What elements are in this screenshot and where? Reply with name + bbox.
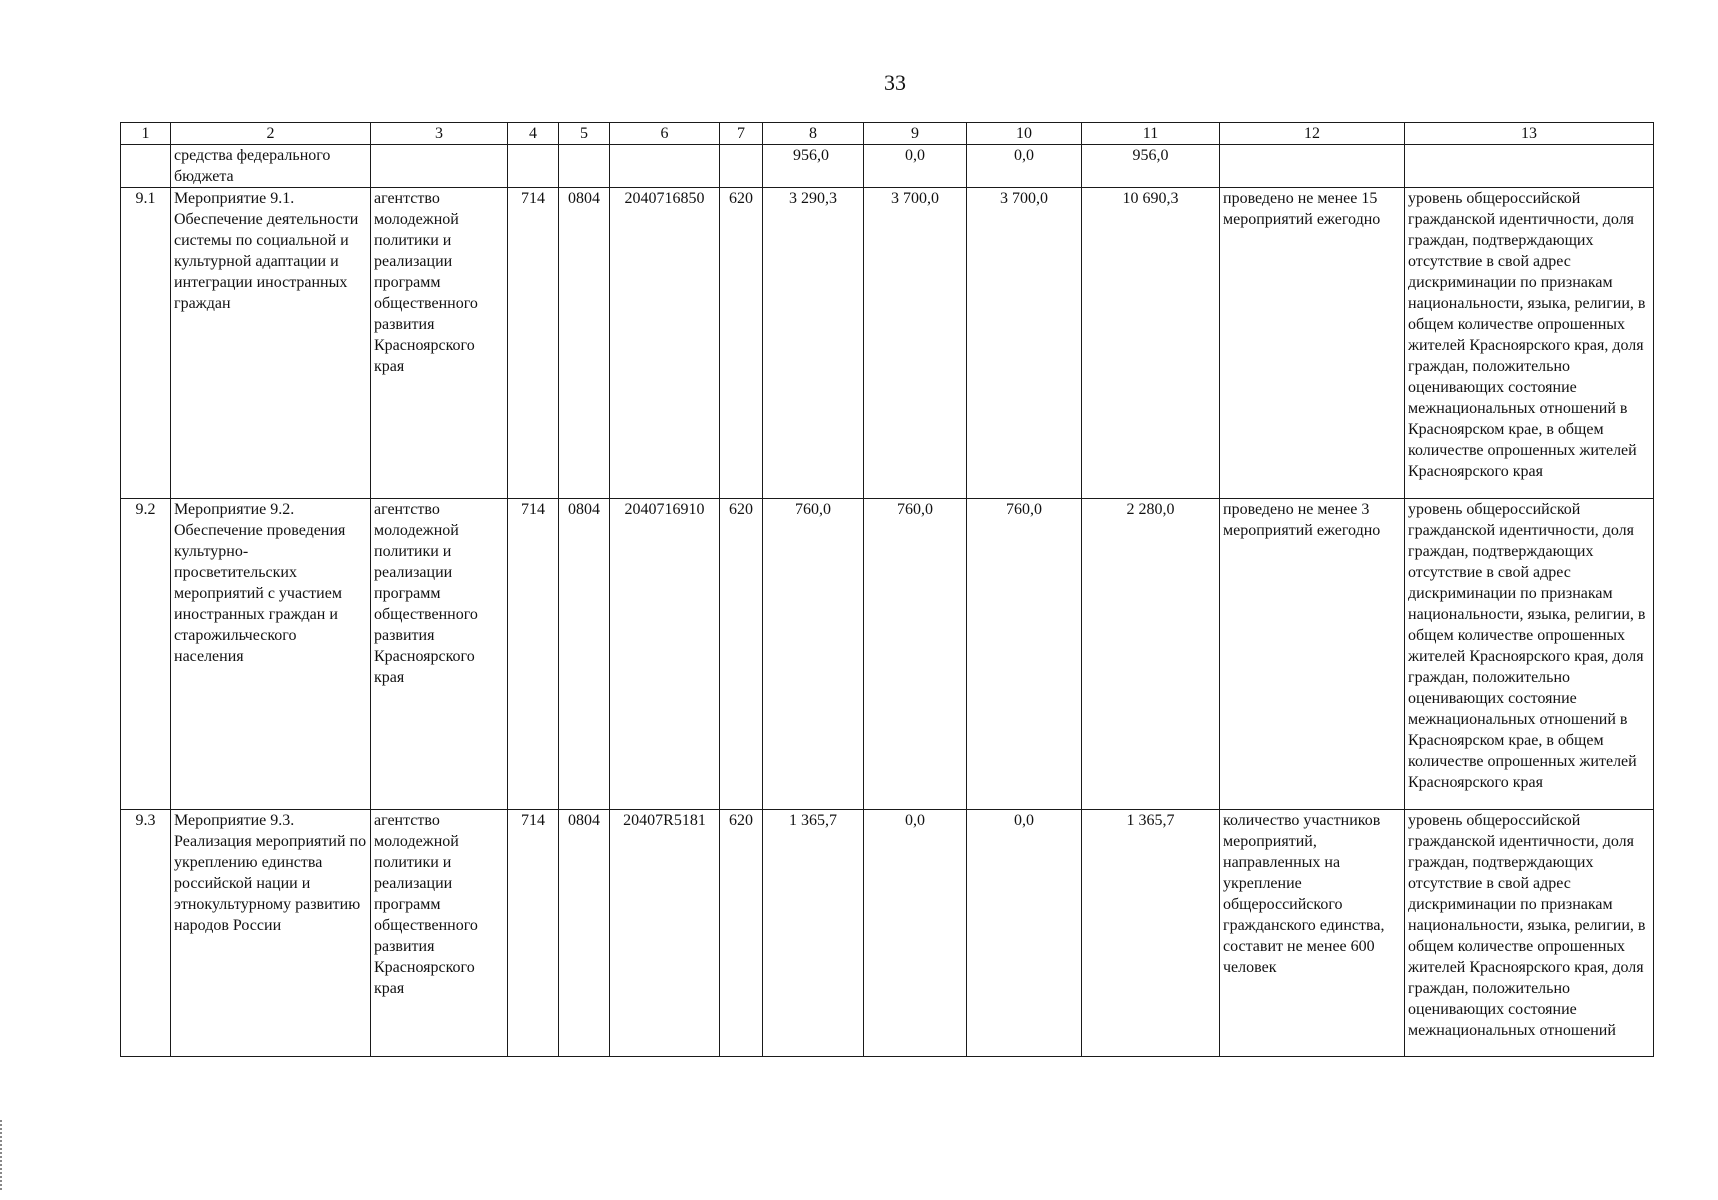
column-number-header-row — [121, 123, 1654, 145]
measure-name: Мероприятие 9.1. Обеспечение деятельности системы по социальной и культурной адаптации и интеграции иностранных граждан — [171, 188, 371, 499]
col8-value: 760,0 — [763, 499, 864, 810]
table-cell — [508, 145, 559, 188]
col5-code: 0804 — [559, 188, 610, 499]
col10-value: 3 700,0 — [967, 188, 1082, 499]
table-cell — [1405, 145, 1654, 188]
header-cell: 8 — [763, 123, 864, 145]
row-number: 9.2 — [121, 499, 171, 810]
col4-code: 714 — [508, 188, 559, 499]
col11-value: 1 365,7 — [1082, 810, 1220, 1057]
indicator: уровень общероссийской гражданской идентичности, доля граждан, подтверждающих отсутствие в свой адрес дискриминации по признакам национальности, языка, религии, в общем количестве опрошенных жителей Красноярского края, доля граждан, положительно оценивающих состояние межнациональных отношений — [1405, 810, 1654, 1057]
indicator: уровень общероссийской гражданской идентичности, доля граждан, подтверждающих отсутствие в свой адрес дискриминации по признакам национальности, языка, религии, в общем количестве опрошенных жителей Красноярского края, доля граждан, положительно оценивающих состояние межнациональных отношений в Красноярском крае, в общем количестве опрошенных жителей Красноярского края — [1405, 188, 1654, 499]
indicator: уровень общероссийской гражданской идентичности, доля граждан, подтверждающих отсутствие в свой адрес дискриминации по признакам национальности, языка, религии, в общем количестве опрошенных жителей Красноярского края, доля граждан, положительно оценивающих состояние межнациональных отношений в Красноярском крае, в общем количестве опрошенных жителей Красноярского края — [1405, 499, 1654, 810]
col9-value: 0,0 — [864, 810, 967, 1057]
table-cell — [1220, 145, 1405, 188]
header-cell: 9 — [864, 123, 967, 145]
col5-code: 0804 — [559, 810, 610, 1057]
header-cell: 7 — [720, 123, 763, 145]
header-cell: 5 — [559, 123, 610, 145]
col10-value: 0,0 — [967, 810, 1082, 1057]
program-measures-table — [120, 122, 1654, 1057]
col8-value: 3 290,3 — [763, 188, 864, 499]
page-number: 33 — [884, 70, 906, 95]
col9-value: 760,0 — [864, 499, 967, 810]
table-cell — [610, 145, 720, 188]
federal-funds-row — [121, 145, 1654, 188]
table-cell — [720, 145, 763, 188]
table-row — [121, 810, 1654, 1057]
measure-name: Мероприятие 9.2. Обеспечение проведения культурно-просветительских мероприятий с участием иностранных граждан и старожильческого населения — [171, 499, 371, 810]
executor: агентство молодежной политики и реализации программ общественного развития Красноярского края — [371, 810, 508, 1057]
table-cell — [121, 145, 171, 188]
row-number: 9.3 — [121, 810, 171, 1057]
executor: агентство молодежной политики и реализации программ общественного развития Красноярского края — [371, 188, 508, 499]
table-cell — [371, 145, 508, 188]
header-cell: 6 — [610, 123, 720, 145]
row-number: 9.1 — [121, 188, 171, 499]
col7-code: 620 — [720, 499, 763, 810]
col6-code: 2040716910 — [610, 499, 720, 810]
col10-value: 760,0 — [967, 499, 1082, 810]
funds-col9: 0,0 — [864, 145, 967, 188]
header-cell: 1 — [121, 123, 171, 145]
col11-value: 10 690,3 — [1082, 188, 1220, 499]
table-cell — [559, 145, 610, 188]
col8-value: 1 365,7 — [763, 810, 864, 1057]
col6-code: 20407R5181 — [610, 810, 720, 1057]
measure-name: Мероприятие 9.3. Реализация мероприятий по укреплению единства российской нации и этнокультурному развитию народов России — [171, 810, 371, 1057]
col9-value: 3 700,0 — [864, 188, 967, 499]
header-cell: 4 — [508, 123, 559, 145]
funds-col10: 0,0 — [967, 145, 1082, 188]
expected-result: количество участников мероприятий, направленных на укрепление общероссийского гражданского единства, составит не менее 600 человек — [1220, 810, 1405, 1057]
funds-label: средства федерального бюджета — [171, 145, 371, 188]
header-cell: 3 — [371, 123, 508, 145]
expected-result: проведено не менее 15 мероприятий ежегодно — [1220, 188, 1405, 499]
header-cell: 11 — [1082, 123, 1220, 145]
header-cell: 10 — [967, 123, 1082, 145]
funds-col8: 956,0 — [763, 145, 864, 188]
header-cell: 2 — [171, 123, 371, 145]
col5-code: 0804 — [559, 499, 610, 810]
table-row — [121, 499, 1654, 810]
col4-code: 714 — [508, 810, 559, 1057]
header-cell: 12 — [1220, 123, 1405, 145]
header-cell: 13 — [1405, 123, 1654, 145]
col4-code: 714 — [508, 499, 559, 810]
col6-code: 2040716850 — [610, 188, 720, 499]
col7-code: 620 — [720, 810, 763, 1057]
scan-margin-marks — [0, 1120, 5, 1190]
table-row — [121, 188, 1654, 499]
col7-code: 620 — [720, 188, 763, 499]
funds-col11: 956,0 — [1082, 145, 1220, 188]
executor: агентство молодежной политики и реализации программ общественного развития Красноярского края — [371, 499, 508, 810]
expected-result: проведено не менее 3 мероприятий ежегодно — [1220, 499, 1405, 810]
col11-value: 2 280,0 — [1082, 499, 1220, 810]
